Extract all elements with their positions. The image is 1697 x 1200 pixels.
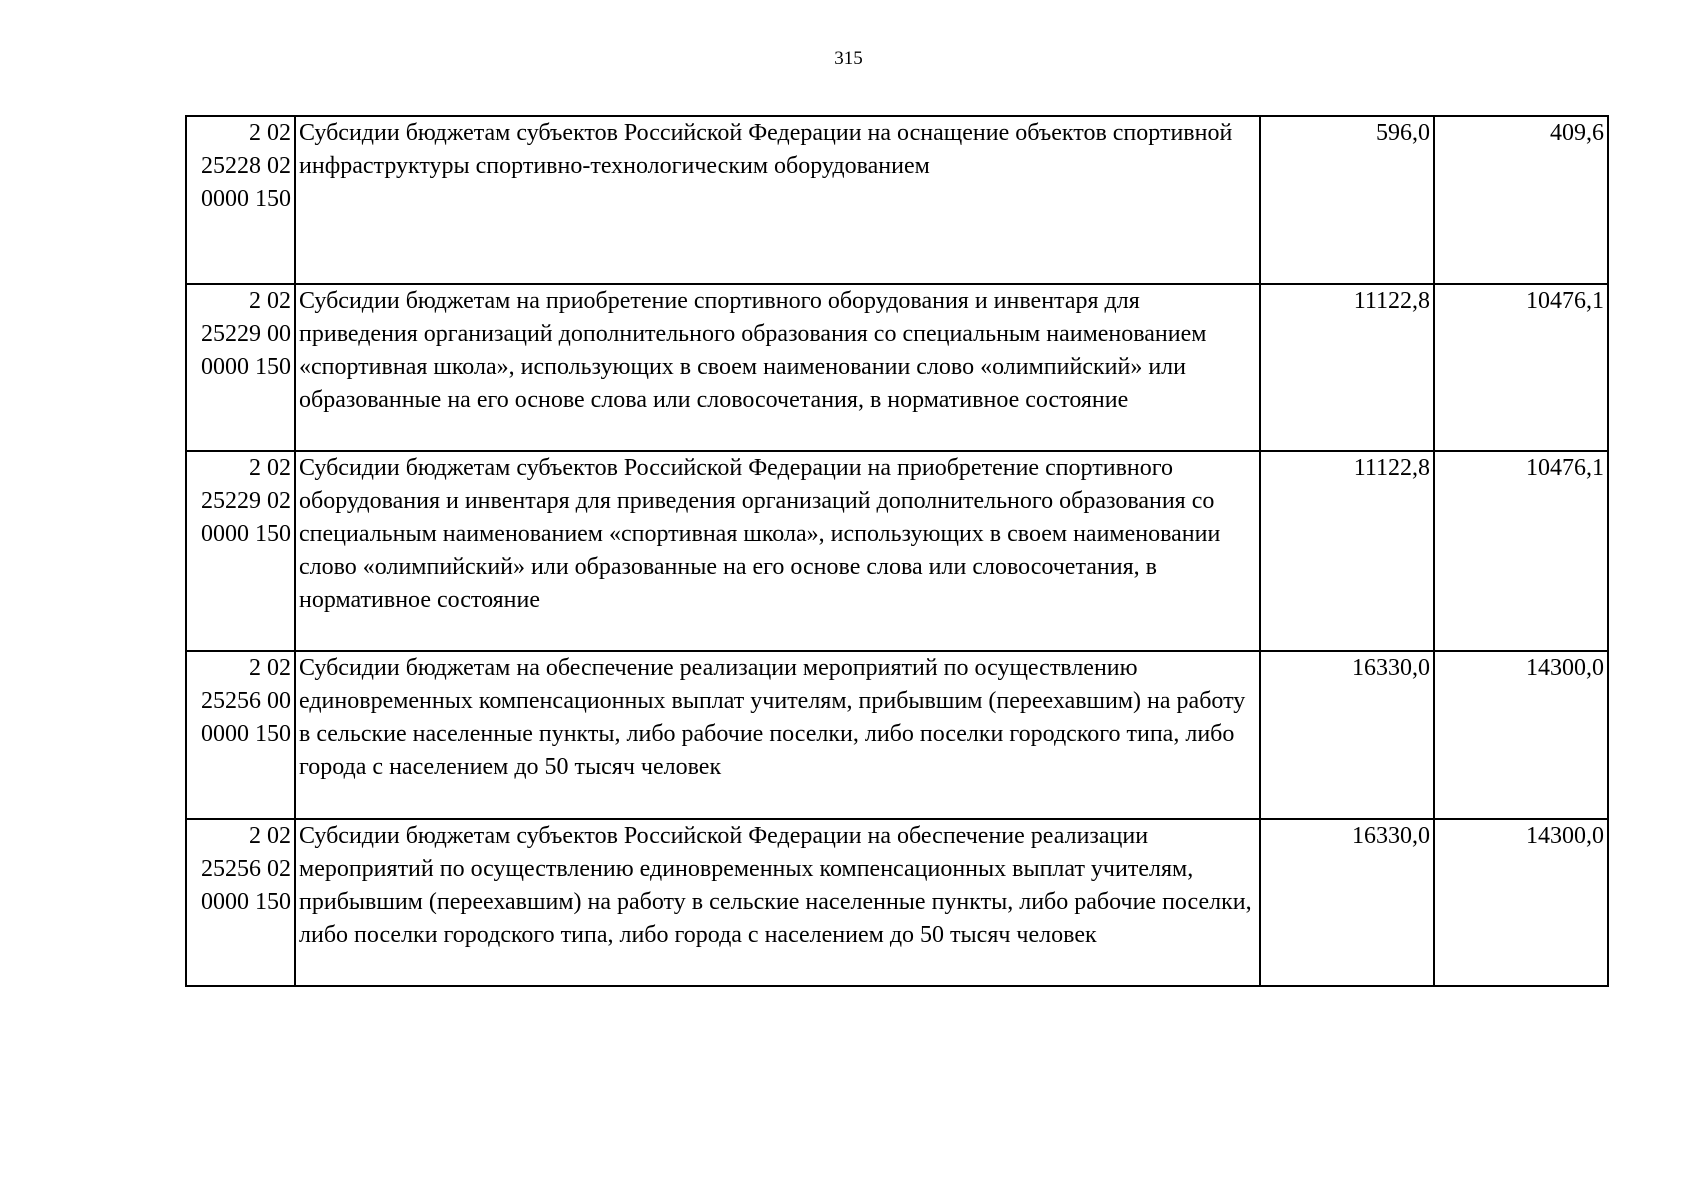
- budget-code: [186, 116, 295, 284]
- item-description: Субсидии бюджетам субъектов Российской Федерации на приобретение спортивного оборудования и инвентаря для приведения организаций дополнительного образования со специальным наименованием «спортивная школа», использующих в своем наименовании слово «олимпийский» или образованные на его основе слова или словосочетания, в нормативное состояние: [295, 451, 1260, 651]
- amount-2: 14300,0: [1434, 651, 1608, 819]
- table-row: [186, 116, 1608, 284]
- table-row: [186, 651, 1608, 819]
- budget-code-line: 0000 150: [201, 186, 291, 212]
- budget-code-line: 2 02: [249, 120, 291, 146]
- budget-code-line: 0000 150: [201, 354, 291, 380]
- budget-code-line: 25229 00: [201, 321, 291, 347]
- table-row: [186, 819, 1608, 986]
- amount-1: 11122,8: [1260, 451, 1434, 651]
- budget-code-line: 2 02: [249, 455, 291, 481]
- budget-code: [186, 284, 295, 451]
- amount-2: 409,6: [1434, 116, 1608, 284]
- amount-2: 14300,0: [1434, 819, 1608, 986]
- budget-code-line: 0000 150: [201, 889, 291, 915]
- budget-code: [186, 819, 295, 986]
- amount-1: 16330,0: [1260, 651, 1434, 819]
- budget-table: [185, 115, 1609, 987]
- budget-code-line: 25229 02: [201, 488, 291, 514]
- budget-code: [186, 651, 295, 819]
- budget-code-line: 25256 02: [201, 856, 291, 882]
- item-description: Субсидии бюджетам субъектов Российской Федерации на оснащение объектов спортивной инфраструктуры спортивно-технологическим оборудованием: [295, 116, 1260, 284]
- amount-2: 10476,1: [1434, 451, 1608, 651]
- budget-code-line: 2 02: [249, 823, 291, 849]
- item-description: Субсидии бюджетам субъектов Российской Федерации на обеспечение реализации мероприятий по осуществлению единовременных компенсационных выплат учителям, прибывшим (переехавшим) на работу в сельские населенные пункты, либо рабочие поселки, либо поселки городского типа, либо города с населением до 50 тысяч человек: [295, 819, 1260, 986]
- amount-1: 16330,0: [1260, 819, 1434, 986]
- item-description: Субсидии бюджетам на приобретение спортивного оборудования и инвентаря для приведения организаций дополнительного образования со специальным наименованием «спортивная школа», использующих в своем наименовании слово «олимпийский» или образованные на его основе слова или словосочетания, в нормативное состояние: [295, 284, 1260, 451]
- amount-2: 10476,1: [1434, 284, 1608, 451]
- budget-code: [186, 451, 295, 651]
- item-description: Субсидии бюджетам на обеспечение реализации мероприятий по осуществлению единовременных компенсационных выплат учителям, прибывшим (переехавшим) на работу в сельские населенные пункты, либо рабочие поселки, либо поселки городского типа, либо города с населением до 50 тысяч человек: [295, 651, 1260, 819]
- budget-code-line: 2 02: [249, 655, 291, 681]
- budget-code-line: 0000 150: [201, 521, 291, 547]
- budget-code-line: 25228 02: [201, 153, 291, 179]
- budget-code-line: 25256 00: [201, 688, 291, 714]
- amount-1: 11122,8: [1260, 284, 1434, 451]
- amount-1: 596,0: [1260, 116, 1434, 284]
- budget-code-line: 2 02: [249, 288, 291, 314]
- table-row: [186, 284, 1608, 451]
- page-number: 315: [834, 48, 863, 69]
- budget-code-line: 0000 150: [201, 721, 291, 747]
- table-row: [186, 451, 1608, 651]
